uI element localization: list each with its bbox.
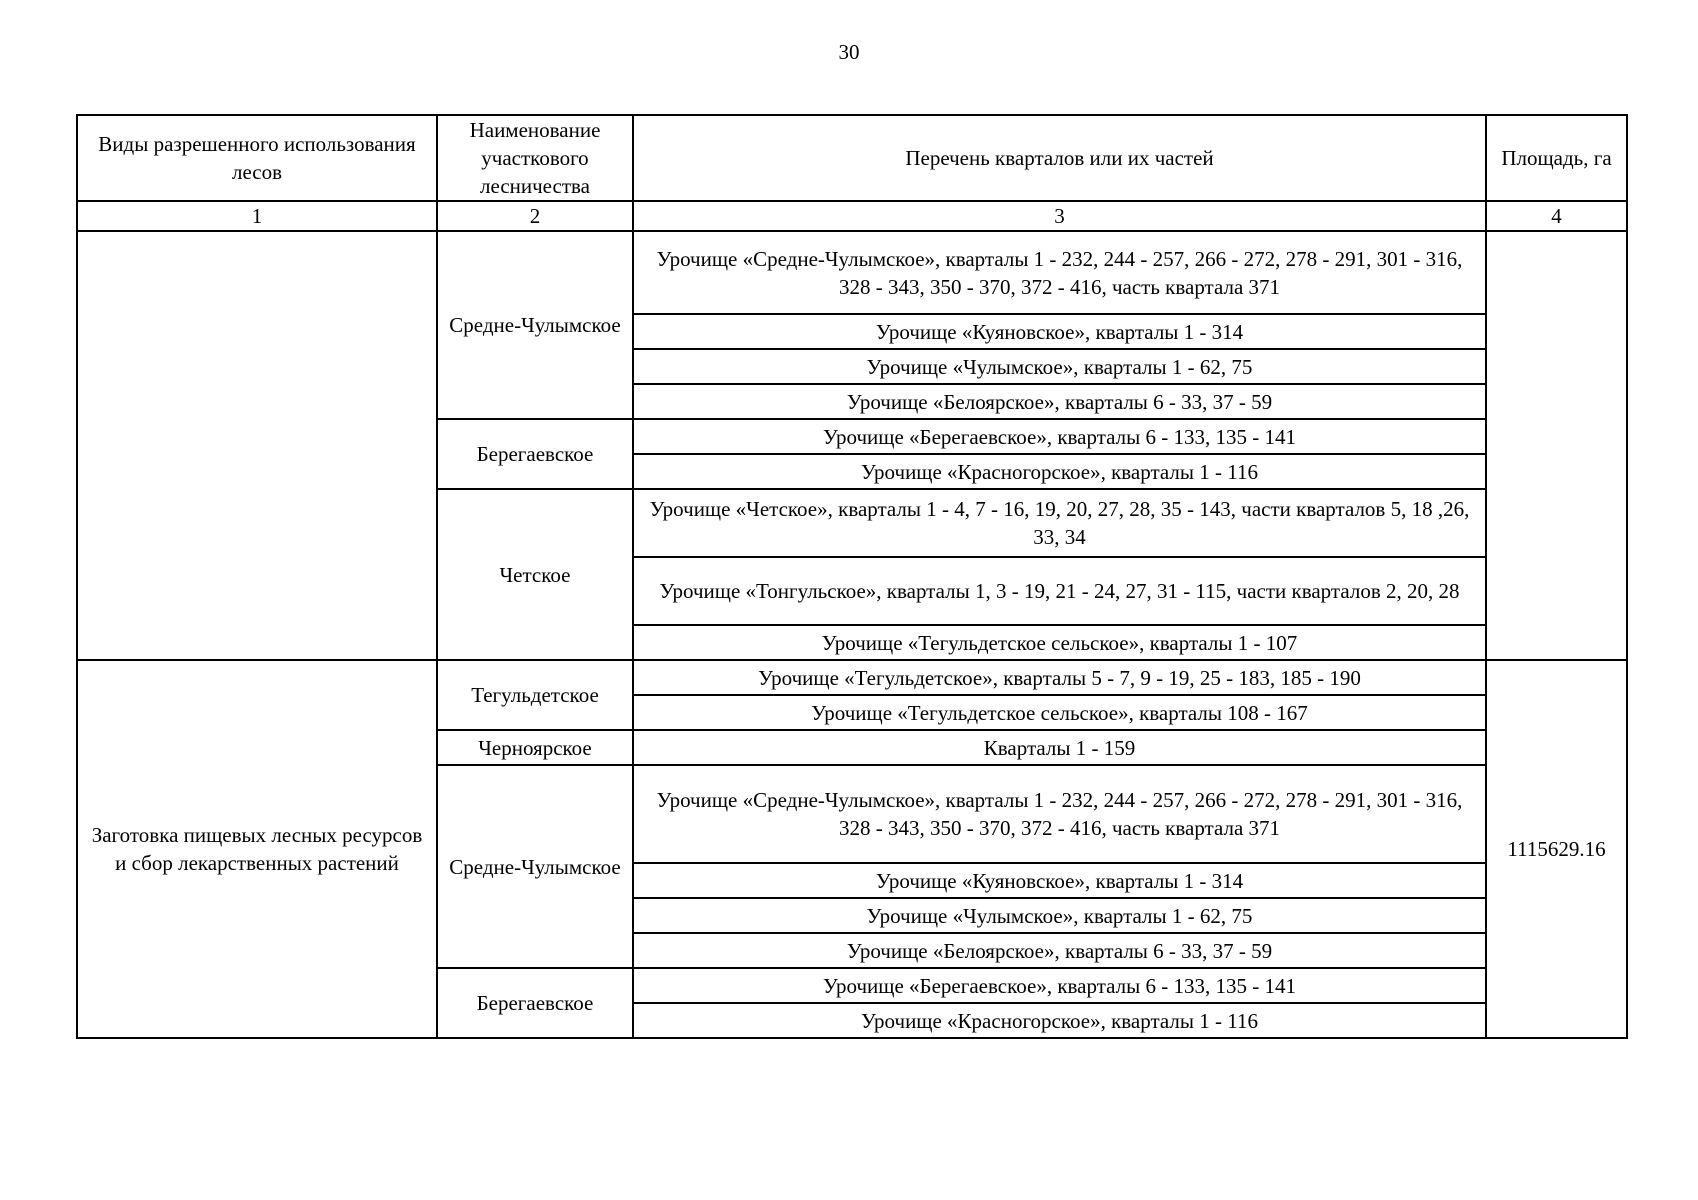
- forestry-name-cell: Берегаевское: [437, 968, 633, 1038]
- header-area: Площадь, га: [1486, 115, 1627, 201]
- header-use-types: Виды разрешенного использования лесов: [77, 115, 437, 201]
- tract-cell: Урочище «Берегаевское», кварталы 6 - 133, 135 - 141: [633, 419, 1486, 454]
- tract-cell: Урочище «Тонгульское», кварталы 1, 3 - 19, 21 - 24, 27, 31 - 115, части кварталов 2, 20, 28: [633, 557, 1486, 625]
- tract-cell: Урочище «Чулымское», кварталы 1 - 62, 75: [633, 898, 1486, 933]
- forest-quarters-table: [76, 114, 1628, 661]
- tract-cell: Урочище «Средне-Чулымское», кварталы 1 - 232, 244 - 257, 266 - 272, 278 - 291, 301 - 316, 328 - 343, 350 - 370, 372 - 416, часть квартала 371: [633, 765, 1486, 863]
- use-type-cell: [77, 231, 437, 660]
- forestry-name-cell: Берегаевское: [437, 419, 633, 489]
- tract-cell: Урочище «Четское», кварталы 1 - 4, 7 - 16, 19, 20, 27, 28, 35 - 143, части кварталов 5, 18 ,26, 33, 34: [633, 489, 1486, 557]
- tract-cell: Урочище «Красногорское», кварталы 1 - 116: [633, 454, 1486, 489]
- column-number: 4: [1486, 201, 1627, 231]
- tract-cell: Урочище «Красногорское», кварталы 1 - 116: [633, 1003, 1486, 1038]
- header-forestry-name: Наименование участкового лесничества: [437, 115, 633, 201]
- table-header-row: [77, 115, 1627, 201]
- header-quarters-list: Перечень кварталов или их частей: [633, 115, 1486, 201]
- tract-cell: Урочище «Белоярское», кварталы 6 - 33, 37 - 59: [633, 933, 1486, 968]
- forestry-name-cell: Средне-Чулымское: [437, 231, 633, 419]
- area-cell: [1486, 231, 1627, 660]
- tract-cell: Урочище «Берегаевское», кварталы 6 - 133, 135 - 141: [633, 968, 1486, 1003]
- area-cell: 1115629.16: [1486, 660, 1627, 1038]
- tract-cell: Кварталы 1 - 159: [633, 730, 1486, 765]
- tract-cell: Урочище «Средне-Чулымское», кварталы 1 - 232, 244 - 257, 266 - 272, 278 - 291, 301 - 316, 328 - 343, 350 - 370, 372 - 416, часть квартала 371: [633, 231, 1486, 314]
- tract-cell: Урочище «Тегульдетское», кварталы 5 - 7, 9 - 19, 25 - 183, 185 - 190: [633, 660, 1486, 695]
- column-number: 2: [437, 201, 633, 231]
- tract-cell: Урочище «Тегульдетское сельское», кварталы 1 - 107: [633, 625, 1486, 660]
- column-number: 1: [77, 201, 437, 231]
- forestry-name-cell: Четское: [437, 489, 633, 660]
- table-row: [77, 660, 1627, 695]
- page-number: 30: [838, 40, 860, 64]
- tract-cell: Урочище «Чулымское», кварталы 1 - 62, 75: [633, 349, 1486, 384]
- column-number-row: [77, 201, 1627, 231]
- forestry-name-cell: Тегульдетское: [437, 660, 633, 730]
- tract-cell: Урочище «Куяновское», кварталы 1 - 314: [633, 314, 1486, 349]
- tract-cell: Урочище «Куяновское», кварталы 1 - 314: [633, 863, 1486, 898]
- tract-cell: Урочище «Тегульдетское сельское», кварталы 108 - 167: [633, 695, 1486, 730]
- forestry-name-cell: Средне-Чулымское: [437, 765, 633, 968]
- column-number: 3: [633, 201, 1486, 231]
- tract-cell: Урочище «Белоярское», кварталы 6 - 33, 37 - 59: [633, 384, 1486, 419]
- use-type-cell: Заготовка пищевых лесных ресурсов и сбор лекарственных растений: [77, 660, 437, 1038]
- forest-quarters-table-continued: [76, 659, 1628, 1039]
- table-row: [77, 231, 1627, 314]
- forestry-name-cell: Черноярское: [437, 730, 633, 765]
